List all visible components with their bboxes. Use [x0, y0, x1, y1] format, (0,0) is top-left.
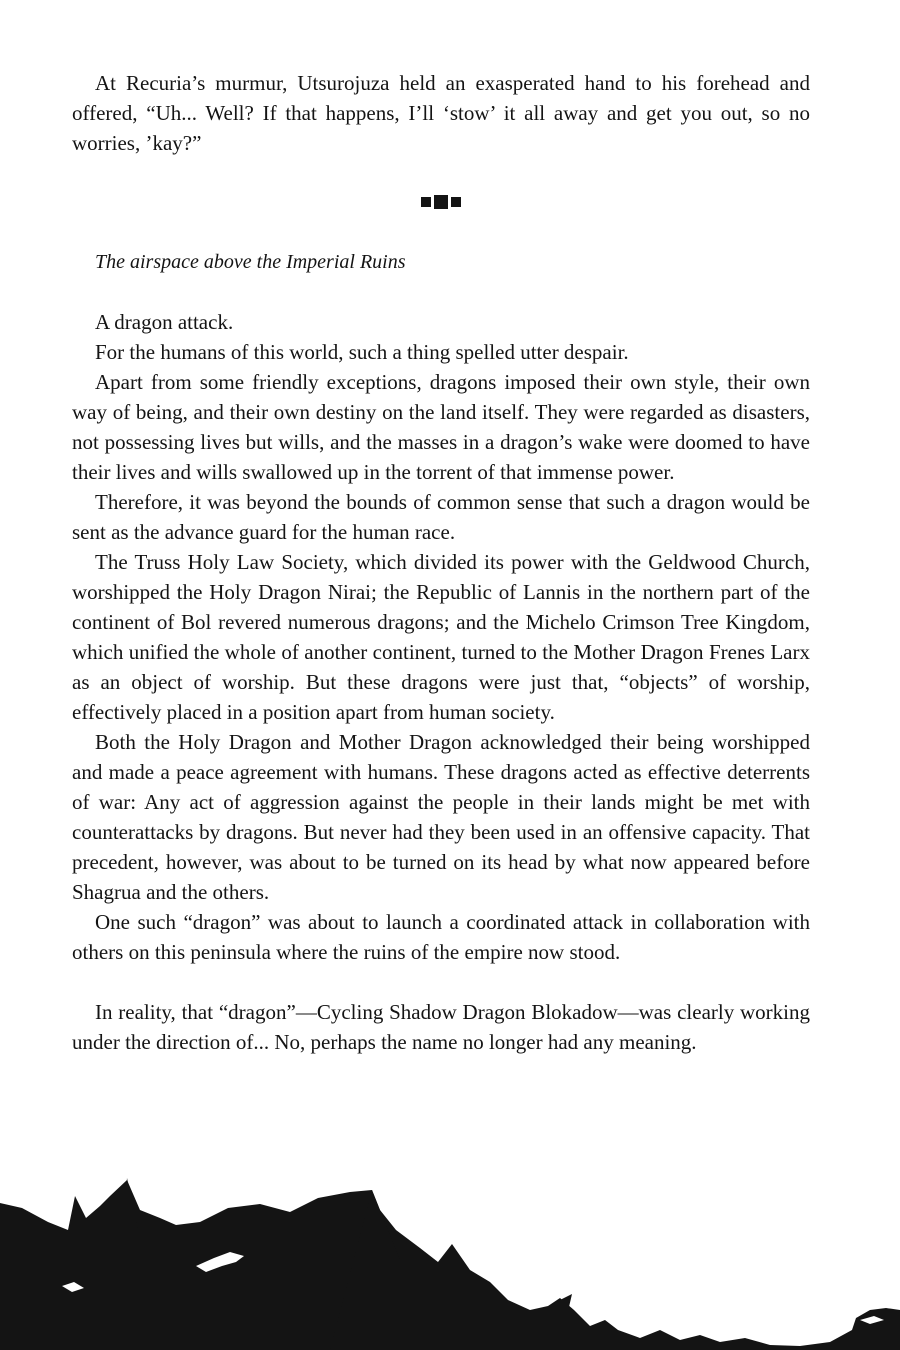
paragraph-peace-agreement: Both the Holy Dragon and Mother Dragon acknowledged their being worshipped and made a peace agreement with humans. These dragons acted as effective deterrents of war: Any act of aggression against the people in their lands might be met with counterattacks by dragons. But never had they been used in an offensive capacity. That precedent, however, was about to be turned on its head by what now appeared before Shagrua and the others. — [72, 730, 810, 904]
paragraph-friendly-exceptions: Apart from some friendly exceptions, dragons imposed their own style, their own way of being, and their own destiny on the land itself. They were regarded as disasters, not possessing lives but wills, and the masses in a dragon’s wake were doomed to have their lives and wills swallowed up in the torrent of that immense power. — [72, 370, 810, 484]
paragraph-truss-holy-law: The Truss Holy Law Society, which divided its power with the Geldwood Church, worshipped the Holy Dragon Nirai; the Republic of Lannis in the northern part of the continent of Bol revered numerous dragons; and the Michelo Crimson Tree Kingdom, which unified the whole of another continent, turned to the Mother Dragon Frenes Larx as an object of worship. But these dragons were just that, “objects” of worship, effectively placed in a position apart from human society. — [72, 550, 810, 724]
scene-break-ornament — [72, 187, 810, 217]
scene-break-square-center — [434, 195, 448, 209]
page-body — [72, 68, 810, 1057]
paragraph-coordinated-attack: One such “dragon” was about to launch a coordinated attack in collaboration with others on this peninsula where the ruins of the empire now stood. — [72, 910, 810, 964]
jagged-rubble-illustration — [0, 1170, 900, 1350]
paragraph-blokadow: In reality, that “dragon”—Cycling Shadow Dragon Blokadow—was clearly working under the direction of... No, perhaps the name no longer had any meaning. — [72, 1000, 810, 1054]
paragraph-dragon-attack: A dragon attack. — [95, 310, 234, 334]
paragraph-advance-guard: Therefore, it was beyond the bounds of common sense that such a dragon would be sent as the advance guard for the human race. — [72, 490, 810, 544]
scene-location-heading: The airspace above the Imperial Ruins — [95, 251, 406, 273]
paragraph-recuria-murmur: At Recuria’s murmur, Utsurojuza held an exasperated hand to his forehead and offered, “Uh... Well? If that happens, I’ll ‘stow’ it all away and get you out, so no worries, ’kay?” — [72, 71, 810, 155]
section-gap — [72, 967, 810, 997]
scene-break-square-left — [421, 197, 431, 207]
scene-break-square-right — [451, 197, 461, 207]
paragraph-utter-despair: For the humans of this world, such a thing spelled utter despair. — [95, 340, 629, 364]
